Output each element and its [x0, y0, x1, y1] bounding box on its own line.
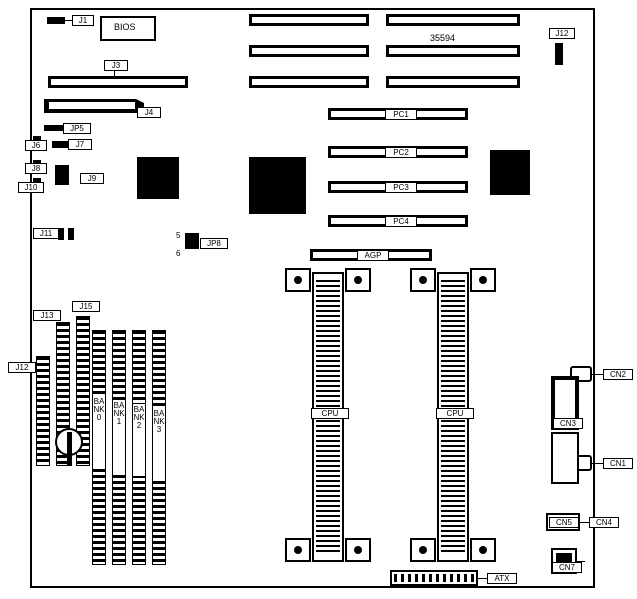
cpu1-bracket-tl-hole — [294, 276, 302, 284]
isa-slot-3b-inner — [389, 79, 517, 85]
j7-header — [52, 141, 68, 148]
label-jp8: JP8 — [200, 238, 228, 249]
j9-header — [55, 165, 69, 185]
isa-slot-1a-inner — [252, 17, 366, 23]
label-j11: J11 — [33, 228, 59, 239]
label-j12: J12 — [549, 28, 575, 39]
isa-slot-2b-inner — [389, 48, 517, 54]
label-bank-0: BANK 0 — [93, 397, 105, 422]
jp8-header — [185, 233, 199, 249]
battery-terminal — [67, 432, 72, 466]
label-cn4: CN4 — [589, 517, 619, 528]
j3-slot-inner — [51, 79, 185, 85]
label-j15: J15 — [72, 301, 100, 312]
jp8-pin-top: 5 — [176, 231, 181, 240]
label-bank-2: BANK 2 — [133, 405, 145, 430]
label-cn2: CN2 — [603, 369, 633, 380]
label-jp5: JP5 — [63, 123, 91, 134]
cpu2-bracket-bl-hole — [419, 546, 427, 554]
label-cn7: CN7 — [552, 562, 582, 573]
label-j14: J13 — [33, 310, 61, 321]
label-cpu-2: CPU — [436, 408, 474, 419]
chipset-right — [490, 150, 530, 195]
label-bank-1: BANK 1 — [113, 401, 125, 426]
j12-header — [555, 43, 563, 65]
atx-power-pins — [394, 574, 474, 582]
cpu2-bracket-tr-hole — [479, 276, 487, 284]
board-code: 35594 — [430, 33, 456, 43]
chipset-large-center — [249, 157, 306, 214]
j11-header — [58, 228, 64, 240]
label-pc4: PC4 — [385, 216, 417, 227]
cn1-bracket — [551, 432, 579, 484]
label-pc3: PC3 — [385, 182, 417, 193]
cpu2-bracket-tl-hole — [419, 276, 427, 284]
isa-slot-2a-inner — [252, 48, 366, 54]
label-cn5: CN5 — [549, 517, 579, 528]
bios-label: BIOS — [114, 22, 136, 32]
label-atx: ATX — [487, 573, 517, 584]
j1-header — [47, 17, 65, 24]
isa-slot-3a-inner — [252, 79, 366, 85]
label-cpu-1: CPU — [311, 408, 349, 419]
label-agp: AGP — [357, 250, 389, 261]
cpu2-bracket-br-hole — [479, 546, 487, 554]
jp8-pin-bottom: 6 — [176, 249, 181, 258]
cpu1-bracket-br-hole — [354, 546, 362, 554]
label-j4: J4 — [137, 107, 161, 118]
label-j8: J8 — [25, 163, 47, 174]
label-j13: J12 — [8, 362, 36, 373]
label-j1: J1 — [72, 15, 94, 26]
chipset-small-left — [137, 157, 179, 199]
j11-header-2 — [68, 228, 74, 240]
label-j9: J9 — [80, 173, 104, 184]
label-pc1: PC1 — [385, 109, 417, 120]
isa-slot-1b-inner — [389, 17, 517, 23]
label-j7: J7 — [68, 139, 92, 150]
label-pc2: PC2 — [385, 147, 417, 158]
label-cn3: CN3 — [553, 418, 583, 429]
label-j10: J10 — [18, 182, 44, 193]
label-j6: J6 — [25, 140, 47, 151]
cpu1-bracket-bl-hole — [294, 546, 302, 554]
label-j3: J3 — [104, 60, 128, 71]
label-bank-3: BANK 3 — [153, 409, 165, 434]
cpu1-bracket-tr-hole — [354, 276, 362, 284]
j4-connector-inner — [49, 102, 135, 109]
j13-connector — [36, 356, 50, 466]
label-cn1: CN1 — [603, 458, 633, 469]
